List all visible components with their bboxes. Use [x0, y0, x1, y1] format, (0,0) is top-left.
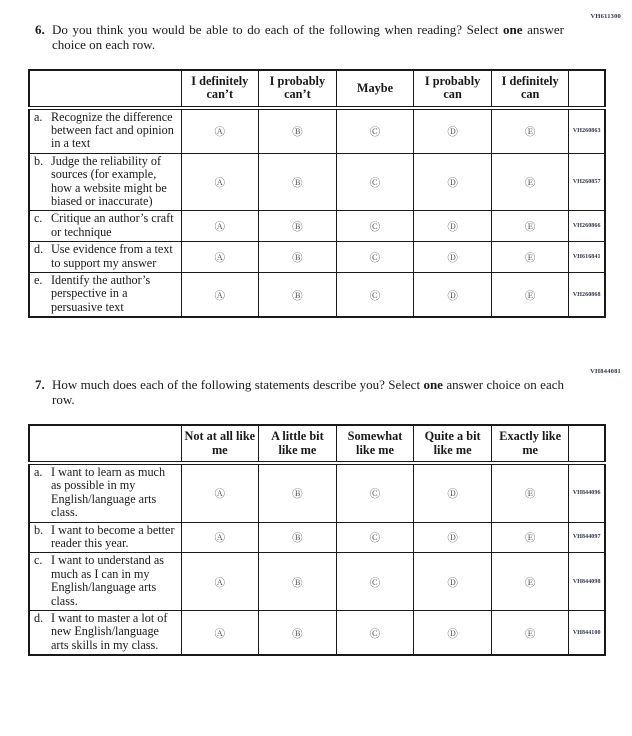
- option-cell: [414, 463, 492, 522]
- answer-bubble-d[interactable]: Ⓓ: [447, 488, 458, 501]
- row-letter: d.: [34, 610, 44, 625]
- answer-bubble-c[interactable]: Ⓒ: [369, 488, 381, 501]
- answer-bubble-b[interactable]: Ⓑ: [292, 488, 303, 501]
- answer-bubble-a[interactable]: Ⓐ: [214, 126, 226, 139]
- question-7-section: [28, 368, 621, 656]
- option-cell: [336, 153, 414, 211]
- empty-corner-cell: [29, 70, 181, 107]
- option-cell: [491, 211, 569, 242]
- option-cell: [181, 463, 259, 522]
- option-cell: [181, 553, 259, 611]
- answer-bubble-d[interactable]: Ⓓ: [447, 252, 458, 265]
- column-header: Maybe: [336, 70, 414, 107]
- item-code: VH260868: [569, 273, 605, 318]
- column-header: Somewhat like me: [336, 425, 414, 462]
- row-label: [29, 242, 181, 273]
- option-cell: [336, 610, 414, 655]
- answer-bubble-c[interactable]: Ⓒ: [369, 289, 381, 302]
- row-label: [29, 553, 181, 611]
- header-row: [29, 70, 605, 107]
- option-cell: [414, 242, 492, 273]
- option-cell: [491, 522, 569, 553]
- item-code: VH844096: [569, 463, 605, 522]
- answer-bubble-c[interactable]: Ⓒ: [369, 627, 381, 640]
- answer-bubble-c[interactable]: Ⓒ: [369, 576, 381, 589]
- table-row: [29, 153, 605, 211]
- item-code: VH260863: [569, 108, 605, 154]
- question-text: [52, 378, 564, 407]
- row-label: [29, 463, 181, 522]
- item-code: VH616841: [569, 242, 605, 273]
- option-cell: [259, 463, 337, 522]
- option-cell: [414, 108, 492, 154]
- empty-code-header: [569, 425, 605, 462]
- q7-response-grid: [28, 424, 606, 656]
- row-label: [29, 273, 181, 318]
- option-cell: [181, 522, 259, 553]
- option-cell: [414, 610, 492, 655]
- answer-bubble-d[interactable]: Ⓓ: [447, 126, 458, 139]
- row-letter: c.: [34, 553, 43, 568]
- answer-bubble-a[interactable]: Ⓐ: [214, 177, 226, 190]
- item-code: VH844097: [569, 522, 605, 553]
- option-cell: [181, 153, 259, 211]
- option-cell: [336, 463, 414, 522]
- option-cell: [259, 153, 337, 211]
- column-header: A little bit like me: [259, 425, 337, 462]
- question-6-prompt: [28, 23, 604, 52]
- answer-bubble-b[interactable]: Ⓑ: [292, 289, 303, 302]
- option-cell: [336, 273, 414, 318]
- row-letter: e.: [34, 273, 43, 288]
- prompt-text-bold: one: [503, 22, 523, 37]
- answer-bubble-a[interactable]: Ⓐ: [214, 221, 226, 234]
- question-text: [52, 23, 564, 52]
- prompt-text-post: answer choice on each row.: [52, 22, 564, 52]
- option-cell: [491, 463, 569, 522]
- form-code: VH611300: [590, 13, 621, 20]
- table-row: [29, 553, 605, 611]
- answer-bubble-b[interactable]: Ⓑ: [292, 126, 303, 139]
- option-cell: [414, 153, 492, 211]
- option-cell: [491, 108, 569, 154]
- row-text: I want to understand as much as I can in my English/language arts class.: [51, 553, 165, 608]
- row-label: [29, 153, 181, 211]
- prompt-text-post: answer choice on each row.: [52, 377, 564, 407]
- row-label: [29, 108, 181, 154]
- option-cell: [491, 273, 569, 318]
- column-header: I definitely can: [491, 70, 569, 107]
- answer-bubble-b[interactable]: Ⓑ: [292, 252, 303, 265]
- option-cell: [259, 242, 337, 273]
- prompt-text-bold: one: [423, 377, 443, 393]
- row-letter: b.: [34, 522, 44, 537]
- option-cell: [181, 273, 259, 318]
- item-code: VH844100: [569, 610, 605, 655]
- option-cell: [336, 522, 414, 553]
- row-text: Use evidence from a text to support my answer: [51, 242, 173, 270]
- option-cell: [181, 242, 259, 273]
- answer-bubble-e[interactable]: Ⓔ: [524, 221, 536, 234]
- option-cell: [259, 108, 337, 154]
- option-cell: [259, 610, 337, 655]
- answer-bubble-a[interactable]: Ⓐ: [214, 627, 226, 640]
- option-cell: [259, 522, 337, 553]
- answer-bubble-a[interactable]: Ⓐ: [214, 252, 226, 265]
- item-code: VH260857: [569, 153, 605, 211]
- row-text: I want to master a lot of new English/language arts skills in my class.: [51, 610, 168, 652]
- row-text: Critique an author’s craft or technique: [51, 211, 174, 239]
- answer-bubble-b[interactable]: Ⓑ: [292, 221, 303, 234]
- option-cell: [259, 211, 337, 242]
- item-code: VH260866: [569, 211, 605, 242]
- answer-bubble-b[interactable]: Ⓑ: [292, 532, 303, 545]
- option-cell: [336, 242, 414, 273]
- row-text: Judge the reliability of sources (for example, how a website might be biased or inaccurate): [51, 153, 167, 209]
- answer-bubble-c[interactable]: Ⓒ: [369, 532, 381, 545]
- option-cell: [491, 553, 569, 611]
- option-cell: [414, 211, 492, 242]
- option-cell: [259, 553, 337, 611]
- option-cell: [336, 211, 414, 242]
- column-header: I probably can: [414, 70, 492, 107]
- answer-bubble-a[interactable]: Ⓐ: [214, 289, 226, 302]
- answer-bubble-a[interactable]: Ⓐ: [214, 576, 226, 589]
- option-cell: [491, 153, 569, 211]
- form-code: VH844081: [590, 368, 621, 376]
- option-cell: [491, 242, 569, 273]
- row-letter: a.: [34, 109, 43, 124]
- row-text: I want to learn as much as possible in my English/language arts class.: [51, 464, 166, 520]
- header-row: [29, 425, 605, 462]
- answer-bubble-d[interactable]: Ⓓ: [447, 627, 458, 640]
- answer-bubble-b[interactable]: Ⓑ: [292, 627, 303, 640]
- question-number: 6.: [35, 22, 45, 37]
- row-text: Recognize the difference between fact and opinion in a text: [51, 109, 174, 151]
- answer-bubble-e[interactable]: Ⓔ: [524, 289, 536, 302]
- answer-bubble-c[interactable]: Ⓒ: [369, 177, 381, 190]
- row-text: Identify the author’s perspective in a persuasive text: [51, 273, 151, 314]
- answer-bubble-d[interactable]: Ⓓ: [447, 177, 458, 190]
- prompt-text-pre: How much does each of the following statements describe you? Select: [52, 377, 424, 393]
- empty-code-header: [569, 70, 605, 107]
- prompt-text-pre: Do you think you would be able to do each of the following when reading? Select: [52, 22, 504, 37]
- question-number: 7.: [35, 377, 45, 393]
- option-cell: [181, 211, 259, 242]
- answer-bubble-e[interactable]: Ⓔ: [524, 627, 536, 640]
- column-header: I definitely can’t: [181, 70, 259, 107]
- answer-bubble-e[interactable]: Ⓔ: [524, 576, 536, 589]
- answer-bubble-e[interactable]: Ⓔ: [524, 532, 536, 545]
- answer-bubble-b[interactable]: Ⓑ: [292, 576, 303, 589]
- option-cell: [414, 273, 492, 318]
- answer-bubble-c[interactable]: Ⓒ: [369, 221, 381, 234]
- column-header: Quite a bit like me: [414, 425, 492, 462]
- row-letter: c.: [34, 211, 43, 226]
- option-cell: [414, 522, 492, 553]
- table-row: [29, 242, 605, 273]
- option-cell: [336, 108, 414, 154]
- answer-bubble-e[interactable]: Ⓔ: [524, 488, 536, 501]
- table-row: [29, 610, 605, 655]
- row-letter: d.: [34, 242, 44, 257]
- answer-bubble-b[interactable]: Ⓑ: [292, 177, 303, 190]
- option-cell: [414, 553, 492, 611]
- q6-response-grid: [28, 69, 606, 318]
- column-header: I probably can’t: [259, 70, 337, 107]
- option-cell: [491, 610, 569, 655]
- item-code: VH844098: [569, 553, 605, 611]
- answer-bubble-d[interactable]: Ⓓ: [447, 289, 458, 302]
- answer-bubble-c[interactable]: Ⓒ: [369, 126, 381, 139]
- table-row: [29, 108, 605, 154]
- row-label: [29, 522, 181, 553]
- answer-bubble-a[interactable]: Ⓐ: [214, 532, 226, 545]
- answer-bubble-d[interactable]: Ⓓ: [447, 576, 458, 589]
- answer-bubble-e[interactable]: Ⓔ: [524, 177, 536, 190]
- column-header: Exactly like me: [491, 425, 569, 462]
- answer-bubble-a[interactable]: Ⓐ: [214, 488, 226, 501]
- option-cell: [336, 553, 414, 611]
- table-row: [29, 211, 605, 242]
- answer-bubble-c[interactable]: Ⓒ: [369, 252, 381, 265]
- row-letter: b.: [34, 153, 44, 168]
- answer-bubble-d[interactable]: Ⓓ: [447, 532, 458, 545]
- empty-corner-cell: [29, 425, 181, 462]
- row-letter: a.: [34, 464, 43, 479]
- row-label: [29, 610, 181, 655]
- table-row: [29, 522, 605, 553]
- answer-bubble-e[interactable]: Ⓔ: [524, 252, 536, 265]
- question-6-section: [28, 13, 621, 318]
- table-row: [29, 273, 605, 318]
- answer-bubble-e[interactable]: Ⓔ: [524, 126, 536, 139]
- answer-bubble-d[interactable]: Ⓓ: [447, 221, 458, 234]
- table-row: [29, 463, 605, 522]
- question-7-prompt: [28, 378, 604, 407]
- option-cell: [181, 610, 259, 655]
- option-cell: [181, 108, 259, 154]
- row-text: I want to become a better reader this year.: [51, 522, 175, 550]
- row-label: [29, 211, 181, 242]
- option-cell: [259, 273, 337, 318]
- column-header: Not at all like me: [181, 425, 259, 462]
